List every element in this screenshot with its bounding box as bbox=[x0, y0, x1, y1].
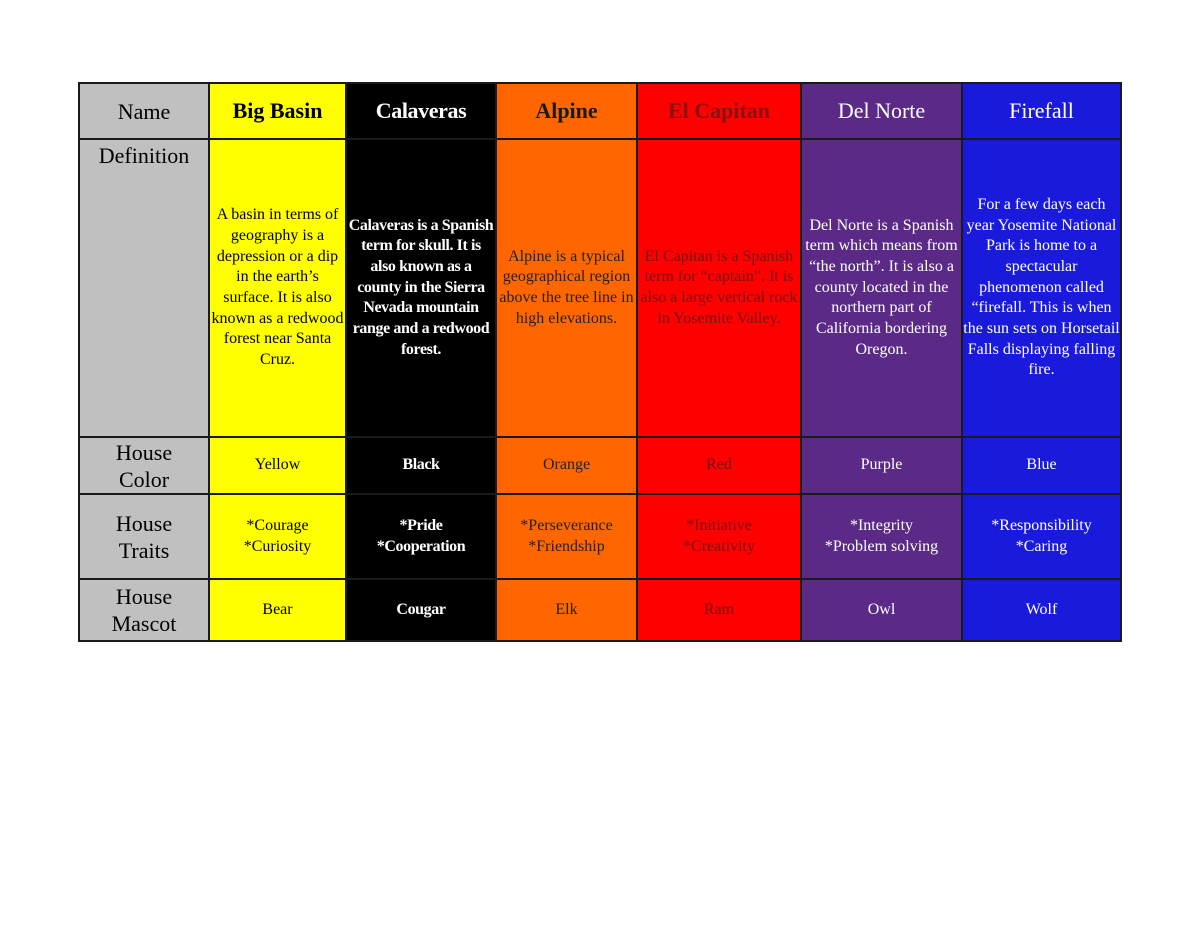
label-house-traits-line1: House bbox=[115, 510, 173, 536]
traits-firefall bbox=[962, 494, 1121, 579]
color-calaveras: Black bbox=[346, 437, 496, 494]
mascot-del-norte: Owl bbox=[801, 579, 962, 641]
label-house-mascot-line2: Mascot bbox=[111, 611, 177, 636]
label-name: Name bbox=[79, 83, 209, 139]
trait: *Caring bbox=[1015, 537, 1068, 555]
trait: *Problem solving bbox=[824, 537, 939, 555]
trait: *Initiative bbox=[686, 516, 752, 534]
row-house-color bbox=[79, 437, 1121, 494]
color-big-basin: Yellow bbox=[209, 437, 346, 494]
definition-del-norte: Del Norte is a Spanish term which means from “the north”. It is also a county located in the northern part of California bordering Oregon. bbox=[801, 139, 962, 437]
trait: *Pride bbox=[399, 516, 443, 534]
house-name-alpine: Alpine bbox=[496, 83, 637, 139]
row-house-traits bbox=[79, 494, 1121, 579]
trait: *Perseverance bbox=[520, 516, 613, 534]
label-house-color-line2: Color bbox=[118, 466, 170, 492]
traits-big-basin bbox=[209, 494, 346, 579]
traits-el-capitan bbox=[637, 494, 801, 579]
mascot-big-basin: Bear bbox=[209, 579, 346, 641]
trait: *Cooperation bbox=[376, 537, 466, 555]
trait: *Friendship bbox=[528, 537, 605, 555]
color-alpine: Orange bbox=[496, 437, 637, 494]
house-name-calaveras: Calaveras bbox=[346, 83, 496, 139]
color-el-capitan: Red bbox=[637, 437, 801, 494]
trait: *Integrity bbox=[849, 516, 914, 534]
trait: *Responsibility bbox=[991, 516, 1092, 534]
traits-calaveras bbox=[346, 494, 496, 579]
color-firefall: Blue bbox=[962, 437, 1121, 494]
mascot-alpine: Elk bbox=[496, 579, 637, 641]
house-name-big-basin: Big Basin bbox=[209, 83, 346, 139]
label-house-color-line1: House bbox=[115, 439, 173, 465]
trait: *Curiosity bbox=[243, 537, 312, 555]
label-house-mascot bbox=[79, 579, 209, 641]
label-definition: Definition bbox=[79, 139, 209, 437]
definition-el-capitan: El Capitan is a Spanish term for “captain”. It is also a large vertical rock in Yosemite Valley. bbox=[637, 139, 801, 437]
house-name-el-capitan: El Capitan bbox=[637, 83, 801, 139]
row-name bbox=[79, 83, 1121, 139]
label-house-mascot-line1: House bbox=[115, 584, 173, 609]
row-house-mascot bbox=[79, 579, 1121, 641]
traits-alpine bbox=[496, 494, 637, 579]
house-name-firefall: Firefall bbox=[962, 83, 1121, 139]
mascot-calaveras: Cougar bbox=[346, 579, 496, 641]
houses-table bbox=[78, 82, 1122, 642]
definition-calaveras: Calaveras is a Spanish term for skull. It is also known as a county in the Sierra Nevada mountain range and a redwood forest. bbox=[346, 139, 496, 437]
label-house-traits bbox=[79, 494, 209, 579]
definition-firefall: For a few days each year Yosemite National Park is home to a spectacular phenomenon called “firefall. This is when the sun sets on Horsetail Falls displaying falling fire. bbox=[962, 139, 1121, 437]
definition-alpine: Alpine is a typical geographical region above the tree line in high elevations. bbox=[496, 139, 637, 437]
row-definition bbox=[79, 139, 1121, 437]
label-house-traits-line2: Traits bbox=[118, 537, 170, 563]
label-house-color bbox=[79, 437, 209, 494]
trait: *Creativity bbox=[683, 537, 755, 555]
mascot-firefall: Wolf bbox=[962, 579, 1121, 641]
house-name-del-norte: Del Norte bbox=[801, 83, 962, 139]
traits-del-norte bbox=[801, 494, 962, 579]
definition-big-basin: A basin in terms of geography is a depression or a dip in the earth’s surface. It is also known as a redwood forest near Santa Cruz. bbox=[209, 139, 346, 437]
color-del-norte: Purple bbox=[801, 437, 962, 494]
mascot-el-capitan: Ram bbox=[637, 579, 801, 641]
trait: *Courage bbox=[246, 516, 309, 534]
